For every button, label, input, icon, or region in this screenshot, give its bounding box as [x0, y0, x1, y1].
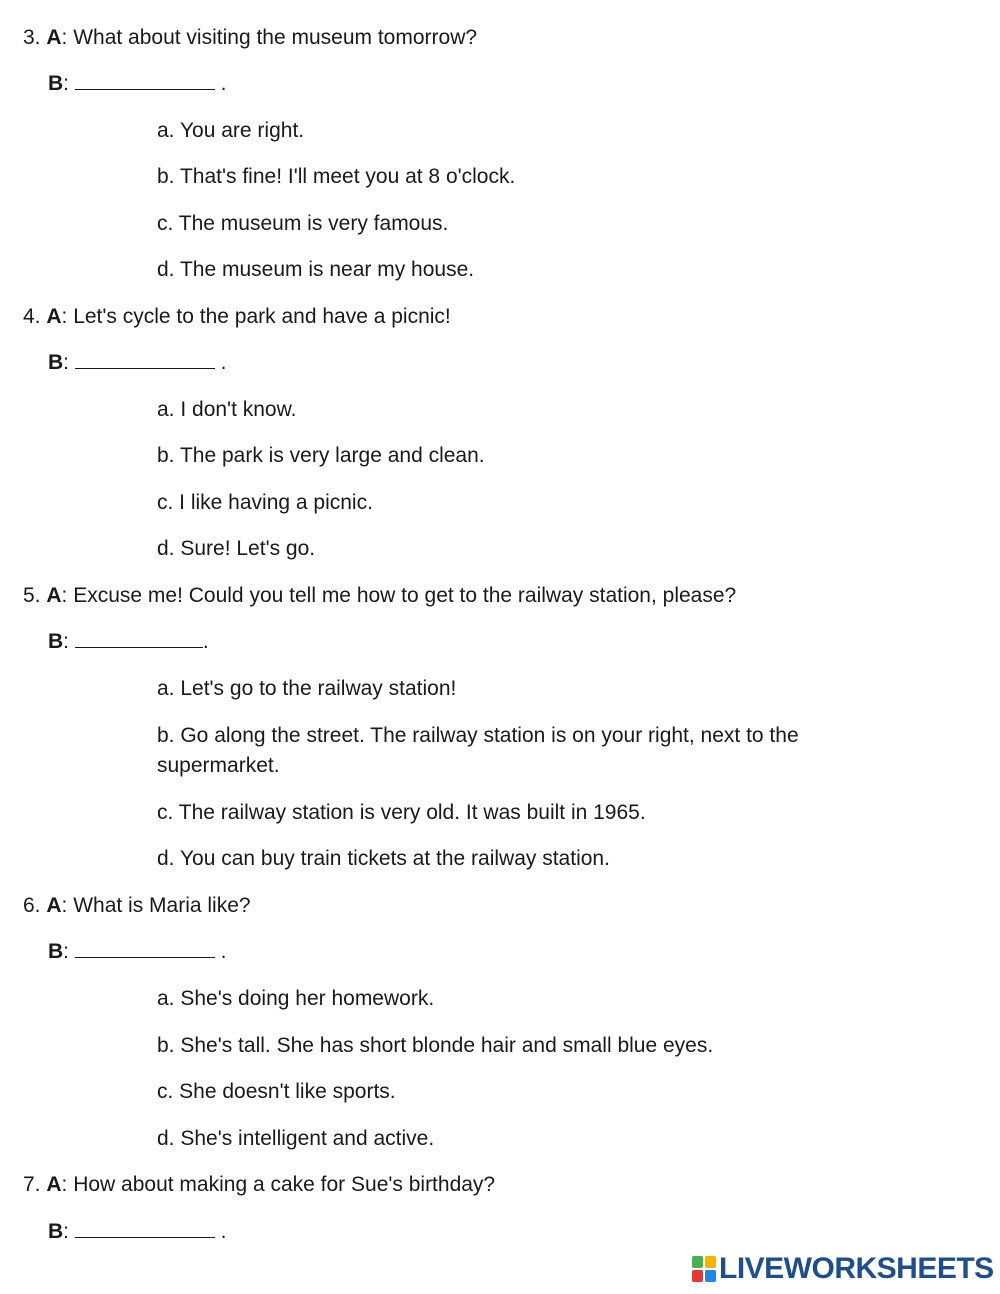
speaker-a-label: A	[46, 305, 62, 328]
option-d[interactable]: d. She's intelligent and active.	[157, 1127, 435, 1150]
answer-blank[interactable]	[75, 348, 215, 369]
question-7-prompt	[23, 1170, 495, 1200]
option-c[interactable]: c. The railway station is very old. It was built in 1965.	[157, 801, 646, 824]
option-d[interactable]: d. You can buy train tickets at the railway station.	[157, 847, 610, 870]
option-a[interactable]: a. You are right.	[157, 119, 305, 142]
question-4-prompt	[23, 302, 451, 332]
question-7-answer-line: B: .	[48, 1217, 227, 1247]
option-d[interactable]: d. The museum is near my house.	[157, 258, 475, 281]
question-text: : How about making a cake for Sue's birthday?	[61, 1173, 496, 1196]
speaker-b-label: B	[48, 630, 64, 653]
answer-blank[interactable]	[75, 627, 203, 648]
question-6-answer-line: B: .	[48, 937, 227, 967]
option-b[interactable]: b. She's tall. She has short blonde hair and small blue eyes.	[157, 1034, 714, 1057]
speaker-a-label: A	[46, 894, 62, 917]
option-c[interactable]: c. The museum is very famous.	[157, 212, 449, 235]
question-number: 7.	[23, 1173, 41, 1196]
option-a[interactable]: a. I don't know.	[157, 398, 297, 421]
question-4-answer-line: B: .	[48, 348, 227, 378]
speaker-b-label: B	[48, 351, 64, 374]
answer-blank[interactable]	[75, 1217, 215, 1238]
speaker-b-label: B	[48, 1220, 64, 1243]
question-number: 6.	[23, 894, 41, 917]
liveworksheets-logo-icon	[692, 1256, 716, 1282]
question-number: 4.	[23, 305, 41, 328]
liveworksheets-logo	[692, 1252, 994, 1286]
logo-text: LIVEWORKSHEETS	[719, 1252, 994, 1285]
speaker-b-label: B	[48, 940, 64, 963]
option-c[interactable]: c. I like having a picnic.	[157, 491, 373, 514]
question-5-answer-line: B: .	[48, 627, 209, 657]
option-b[interactable]: b. That's fine! I'll meet you at 8 o'clock.	[157, 165, 516, 188]
option-a[interactable]: a. She's doing her homework.	[157, 987, 435, 1010]
question-text: : Excuse me! Could you tell me how to get to the railway station, please?	[61, 584, 737, 607]
question-text: : Let's cycle to the park and have a picnic!	[61, 305, 451, 328]
question-number: 3.	[23, 26, 41, 49]
option-c[interactable]: c. She doesn't like sports.	[157, 1080, 396, 1103]
question-3-prompt	[23, 23, 477, 53]
question-text: : What about visiting the museum tomorrow?	[61, 26, 478, 49]
question-6-prompt	[23, 891, 251, 921]
option-a[interactable]: a. Let's go to the railway station!	[157, 677, 457, 700]
answer-blank[interactable]	[75, 69, 215, 90]
option-b[interactable]: b. Go along the street. The railway station is on your right, next to the supermarket.	[157, 724, 799, 777]
question-text: : What is Maria like?	[61, 894, 251, 917]
option-d[interactable]: d. Sure! Let's go.	[157, 537, 316, 560]
speaker-a-label: A	[46, 584, 62, 607]
option-b[interactable]: b. The park is very large and clean.	[157, 444, 485, 467]
answer-blank[interactable]	[75, 937, 215, 958]
question-3-answer-line: B: .	[48, 69, 227, 99]
question-number: 5.	[23, 584, 41, 607]
speaker-a-label: A	[46, 1173, 62, 1196]
question-5-prompt	[23, 581, 736, 611]
speaker-b-label: B	[48, 72, 64, 95]
speaker-a-label: A	[46, 26, 62, 49]
